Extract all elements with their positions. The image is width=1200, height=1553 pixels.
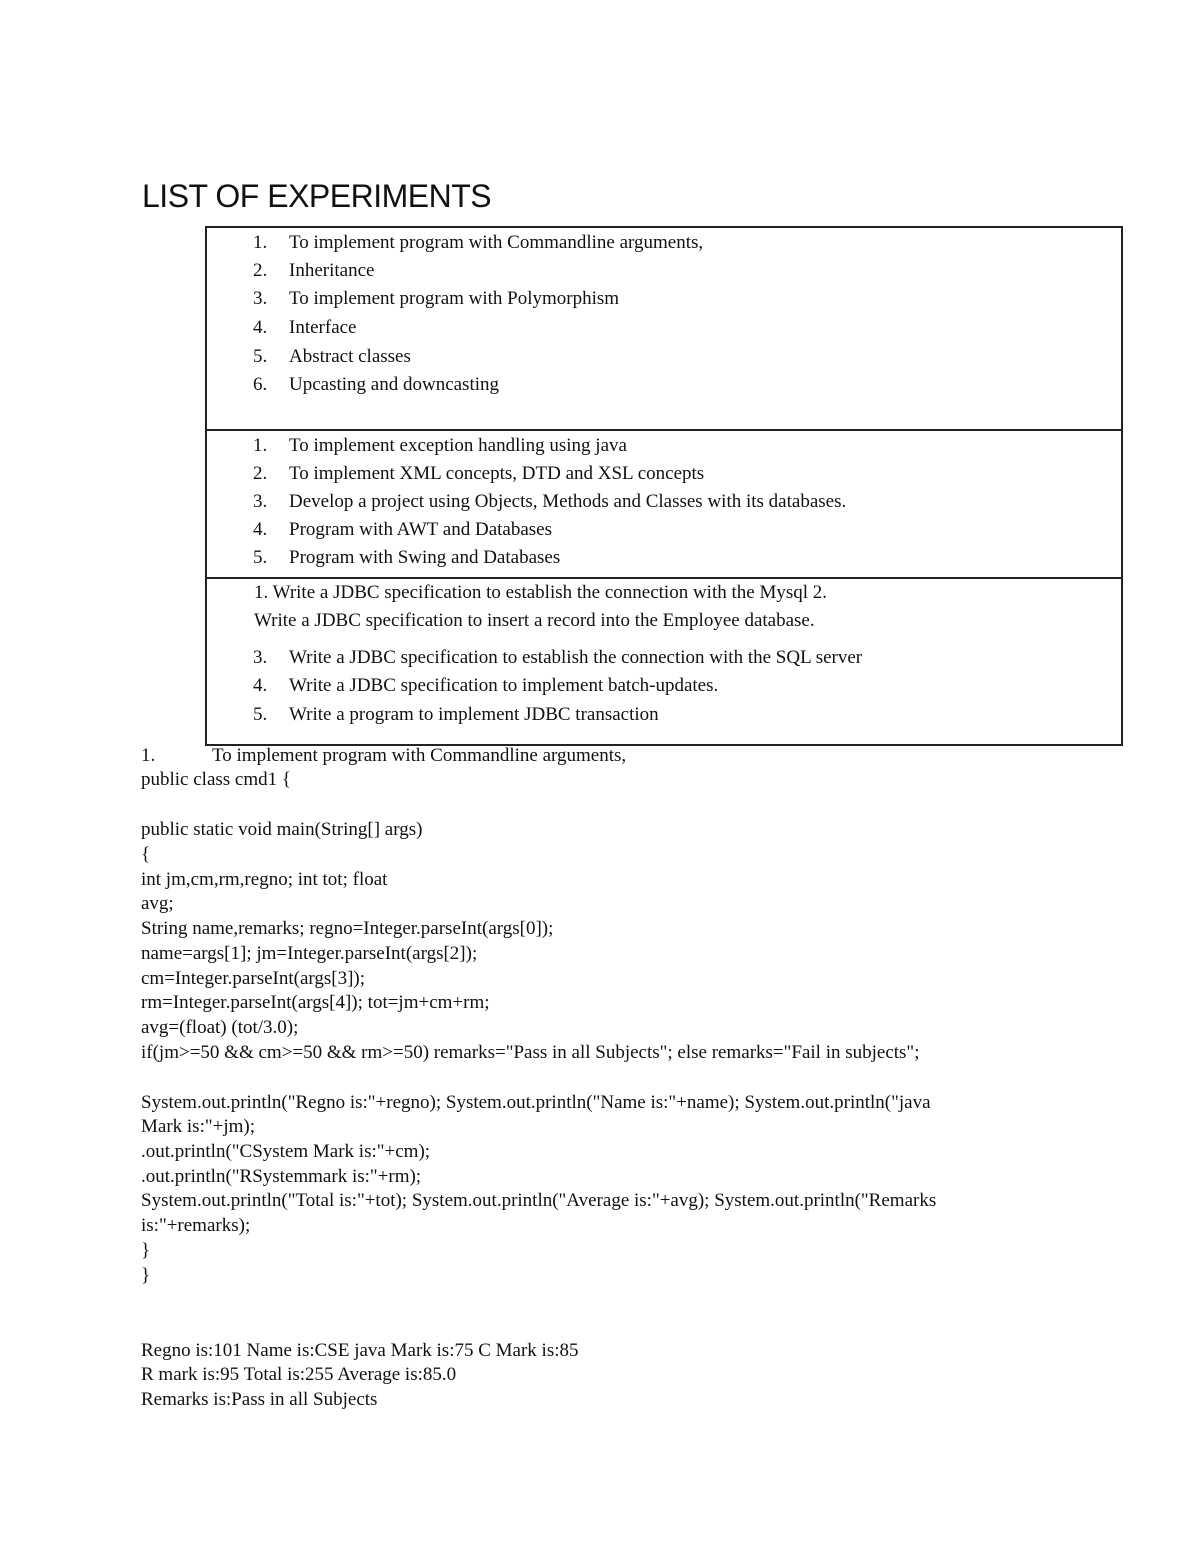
code-line: System.out.println("Total is:"+tot); System.out.println("Average is:"+avg); System.out.println("Remarks [141, 1190, 937, 1211]
code-line: Mark is:"+jm); [141, 1116, 255, 1137]
experiments-table [205, 226, 1123, 746]
code-line: String name,remarks; regno=Integer.parseInt(args[0]); [141, 918, 554, 939]
experiments-section-3: 1. Write a JDBC specification to establish the connection with the Mysql 2. Write a JDBC specification to insert a record into the Employee database. 3. Write a JDBC specification to establish the connection with the SQL server 4. Write a JDBC specification to implement batch-updates. 5. Write a program to implement JDBC transaction [207, 577, 1121, 744]
code-line: is:"+remarks); [141, 1215, 251, 1236]
code-line: rm=Integer.parseInt(args[4]); tot=jm+cm+rm; [141, 992, 490, 1013]
output-line: Regno is:101 Name is:CSE java Mark is:75 C Mark is:85 [141, 1340, 579, 1361]
code-line: { [141, 844, 151, 865]
code-line: avg; [141, 893, 174, 914]
page-title: LIST OF EXPERIMENTS [142, 178, 492, 214]
code-line: System.out.println("Regno is:"+regno); System.out.println("Name is:"+name); System.out.println("java [141, 1092, 931, 1113]
experiments-section-2: 1. To implement exception handling using java 2. To implement XML concepts, DTD and XSL concepts 3. Develop a project using Objects, Methods and Classes with its databases. 4. Program with AWT and Databases 5. Program with Swing and Databases [207, 429, 1121, 577]
code-line: } [141, 1240, 151, 1261]
free-text-line: 1. Write a JDBC specification to establish the connection with the Mysql 2. [254, 582, 828, 603]
experiments-section-1: 1. To implement program with Commandline arguments, 2. Inheritance 3. To implement program with Polymorphism 4. Interface 5. Abstract classes 6. Upcasting and downcasting [253, 232, 704, 395]
code-line: avg=(float) (tot/3.0); [141, 1017, 299, 1038]
code-line: name=args[1]; jm=Integer.parseInt(args[2]); [141, 943, 478, 964]
code-line: if(jm>=50 && cm>=50 && rm>=50) remarks="Pass in all Subjects"; else remarks="Fail in subjects"; [141, 1042, 920, 1063]
program-heading: To implement program with Commandline arguments, [212, 745, 627, 766]
code-line: int jm,cm,rm,regno; int tot; float [141, 869, 388, 890]
code-line: } [141, 1265, 151, 1286]
code-line: .out.println("RSystemmark is:"+rm); [141, 1166, 422, 1187]
program-heading-number: 1. [141, 745, 156, 766]
code-line: cm=Integer.parseInt(args[3]); [141, 968, 366, 989]
code-line: public class cmd1 { [141, 769, 292, 790]
output-line: R mark is:95 Total is:255 Average is:85.0 [141, 1364, 457, 1385]
output-line: Remarks is:Pass in all Subjects [141, 1389, 378, 1410]
free-text-line: Write a JDBC specification to insert a record into the Employee database. [254, 610, 815, 631]
code-line: public static void main(String[] args) [141, 819, 423, 840]
code-line: .out.println("CSystem Mark is:"+cm); [141, 1141, 431, 1162]
